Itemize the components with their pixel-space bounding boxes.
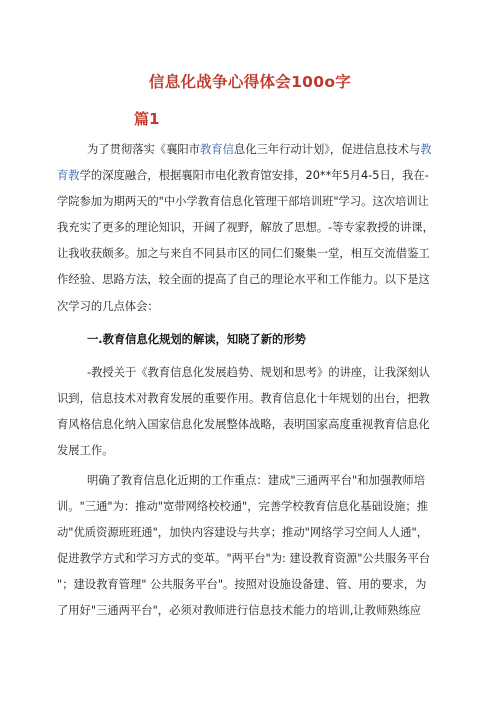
heading-1-block — [57, 327, 435, 353]
text-line: 识到，信息技术对教育发展的重要作用。教育信息化十年规划的出台，把教 — [57, 392, 430, 406]
text-run: 学的深度融合，根据襄阳市电化教育馆安排，20**年5月4-5日，我在- — [79, 169, 429, 183]
text-line: 作经验、思路方法，较全面的提高了自己的理论水平和工作能力。以下是这 — [57, 273, 430, 287]
highlighted-term: 教 — [420, 143, 432, 156]
text-line: 动"优质资源班班通"，加快内容建设与共享；推动"网络学习空间人人通"， — [57, 526, 428, 540]
text-line: -教授关于《教育信息化发展趋势、规划和思考》的讲座，让我深刻认 — [87, 366, 430, 379]
text-line: 让我收获颇多。加之与来自不同县市区的同仁们聚集一堂，相互交流借鉴工 — [57, 247, 430, 261]
text-line — [57, 163, 435, 189]
paragraph-3 — [57, 468, 435, 625]
paragraph-2 — [57, 360, 435, 464]
text-run: 为了贯彻落实《襄阳市 — [87, 143, 200, 156]
paragraph-1 — [57, 137, 435, 320]
text-line: 明确了教育信息化近期的工作重点：建成"三通两平台"和加强教师培 — [87, 474, 426, 487]
highlighted-term: 育教 — [57, 169, 80, 183]
text-line: 次学习的几点体会： — [57, 299, 159, 313]
text-line: 训。"三通"为：推动"宽带网络校校通"，完善学校教育信息化基础设施；推 — [57, 500, 428, 514]
text-line: 发展工作。 — [57, 444, 114, 458]
subheading: 一.教育信息化规划的解读，知晓了新的形势 — [87, 333, 306, 346]
text-line: 我充实了更多的理论知识，开阔了视野，解放了思想。-等专家教授的讲课， — [57, 221, 434, 235]
text-line: 育风格信息化纳入国家信息化发展整体战略，表明国家高度重视教育信息化 — [57, 418, 430, 432]
text-line — [57, 137, 435, 163]
text-line: 了用好"三通两平台"，必须对教师进行信息技术能力的培训,让教师熟练应 — [57, 604, 422, 618]
text-line: 学院参加为期两天的"中小学教育信息化管理干部培训班"学习。这次培训让 — [57, 195, 429, 209]
section-heading: 篇1 — [134, 110, 160, 128]
document-title: 信息化战争心得体会100o字 — [148, 73, 352, 91]
highlighted-term: 教育信 — [199, 143, 234, 156]
text-run: 息化三年行动计划》，促进信息技术与 — [233, 143, 421, 156]
text-line: "；建设教育管理" 公共服务平台"。按照对设施设备建、管、用的要求，为 — [57, 578, 427, 592]
text-line: 促进教学方式和学习方式的变革。"两平台"为: 建设教育资源"公共服务平台 — [57, 552, 431, 566]
